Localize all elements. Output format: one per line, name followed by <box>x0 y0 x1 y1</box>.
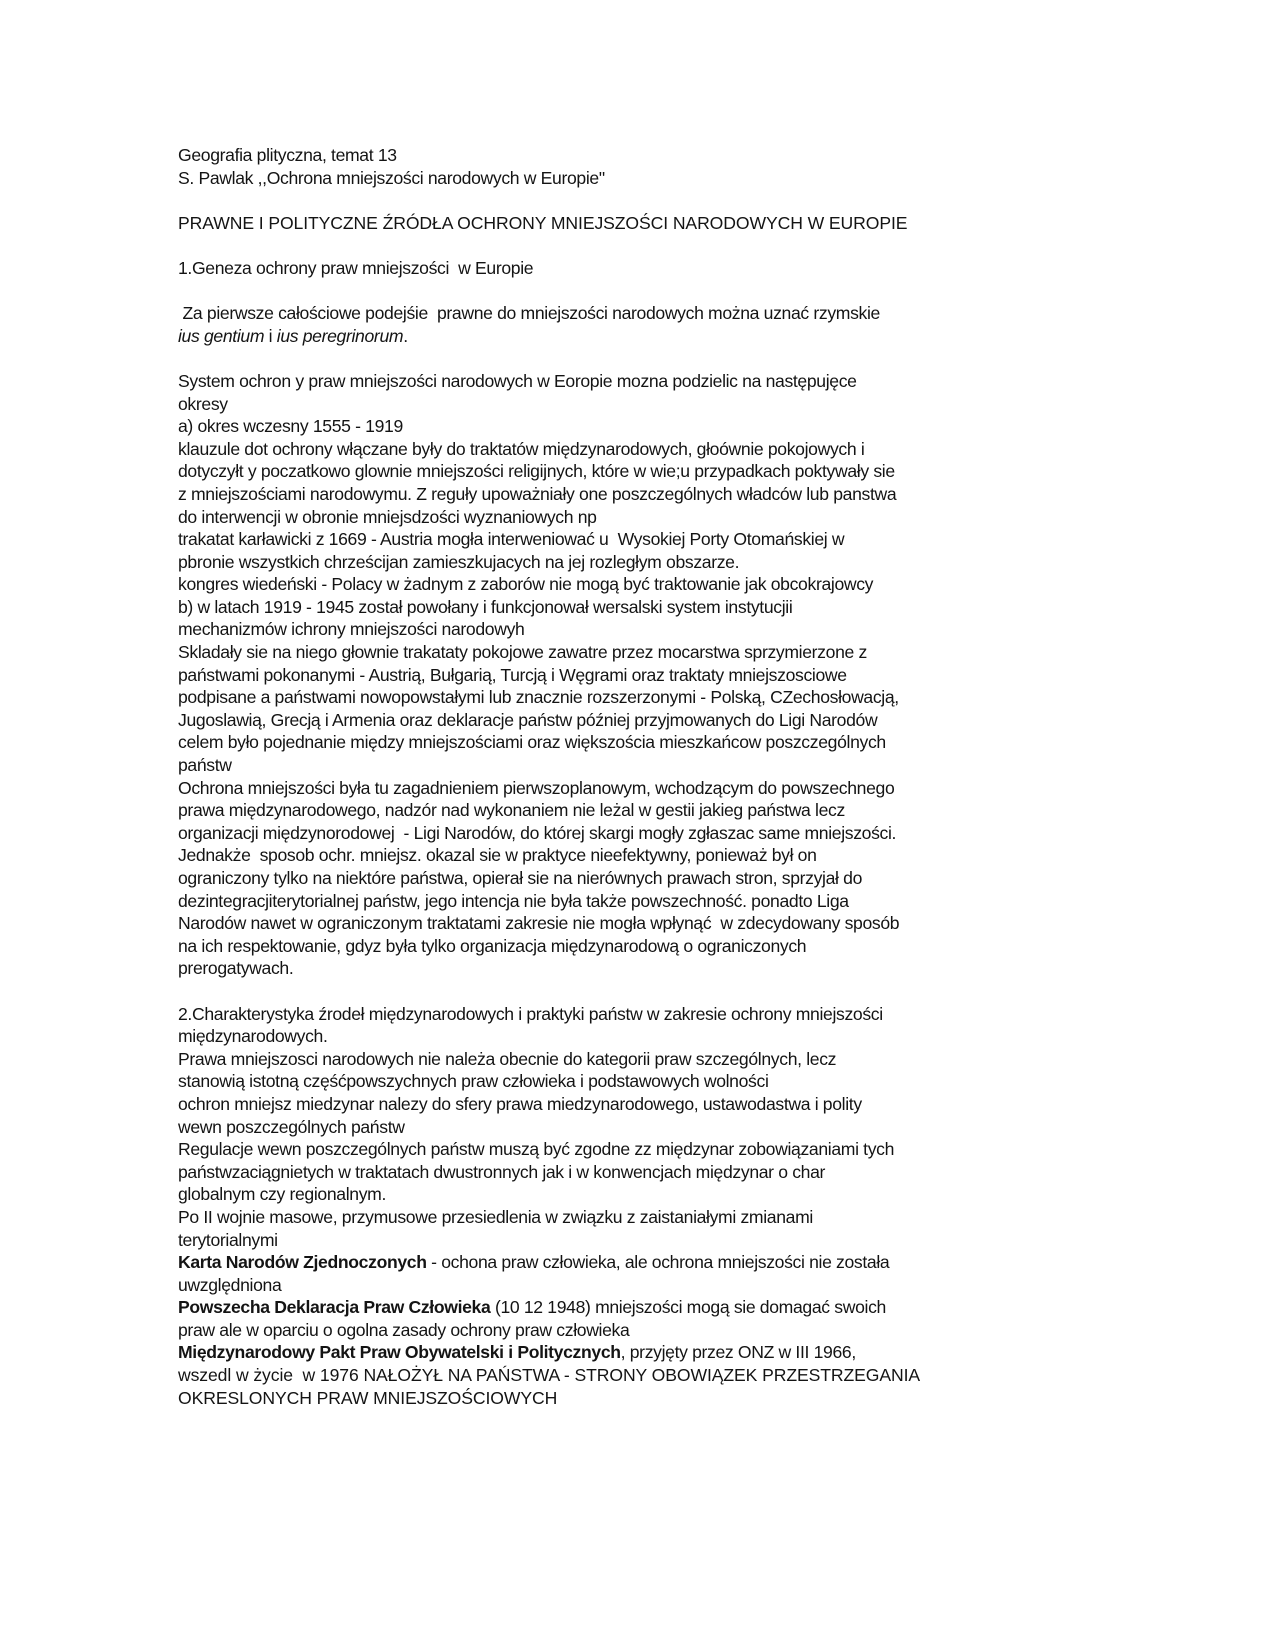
course-title: Geografia plityczna, temat 13 <box>178 145 397 165</box>
paragraph-line: mechanizmów ichrony mniejszości narodowyh <box>178 619 525 640</box>
paragraph-line: podpisane a państwami nowopowstałymi lub znacznie rozszerzonymi - Polską, CZechosłowacją, <box>178 687 899 708</box>
un-charter-text: - ochona praw człowieka, ale ochrona mniejszości nie została <box>426 1252 890 1273</box>
iccpr-title: Międzynarodowy Pakt Praw Obywatelski i Politycznych <box>178 1342 621 1363</box>
paragraph-line: celem było pojednanie między mniejszościami oraz większościa mieszkańcow poszczególnych <box>178 732 886 753</box>
paragraph-line: pbronie wszystkich chrześcijan zamieszkujacych na jej rozległym obszarze. <box>178 551 740 572</box>
paragraph-line: z mniejszościami narodowymu. Z reguły upoważniały one poszczególnych władców lub panstwa <box>178 483 897 504</box>
udhr-entry-cont: praw ale w oparciu o ogolna zasady ochrony praw człowieka <box>178 1319 630 1340</box>
paragraph-line: Skladały sie na niego głownie trakataty pokojowe zawatre przez mocarstwa sprzymierzone z <box>178 642 867 663</box>
iccpr-text: , przyjęty przez ONZ w III 1966, <box>620 1342 856 1363</box>
section-2-heading-cont: międzynarodowych. <box>178 1026 328 1047</box>
paragraph-line: stanowią istotną częśćpowszychnych praw człowieka i podstawowych wolności <box>178 1071 769 1092</box>
document-page <box>178 144 1038 1409</box>
iccpr-entry <box>178 1341 1038 1364</box>
latin-term-ius-gentium: ius gentium <box>178 325 265 346</box>
un-charter-entry-cont: uwzględniona <box>178 1274 282 1295</box>
paragraph-line: Jednakże sposob ochr. mniejsz. okazal sie w praktyce nieefektywny, ponieważ był on <box>178 845 817 866</box>
udhr-title: Powszecha Deklaracja Praw Człowieka <box>178 1297 491 1318</box>
paragraph-line: państwzaciągnietych w traktatach dwustronnych jak i w konwencjach międzynar o char <box>178 1161 826 1182</box>
paragraph-line: terytorialnymi <box>178 1229 278 1250</box>
udhr-text: (10 12 1948) mniejszości mogą sie domagać swoich <box>490 1297 886 1318</box>
source-reference: S. Pawlak ,,Ochrona mniejszości narodowych w Europie" <box>178 167 605 188</box>
paragraph-line: na ich respektowanie, gdyz była tylko organizacja międzynarodową o ograniczonych <box>178 935 807 956</box>
paragraph-line: Ochrona mniejszości była tu zagadnieniem pierwszoplanowym, wchodzącym do powszechnego <box>178 777 895 798</box>
intro-period: . <box>403 325 408 346</box>
paragraph-line: kongres wiedeński - Polacy w żadnym z zaborów nie mogą być traktowanie jak obcokrajowcy <box>178 574 874 595</box>
paragraph-line: Po II wojnie masowe, przymusowe przesiedlenia w związku z zaistaniałymi zmianami <box>178 1206 813 1227</box>
paragraph-line: organizacji międzynorodowej - Ligi Narodów, do której skargi mogły zgłaszac same mniejszości. <box>178 822 897 843</box>
paragraph-line: prawa międzynarodowego, nadzór nad wykonaniem nie leżal w gestii jakieg państwa lecz <box>178 800 845 821</box>
section-1-intro: Za pierwsze całościowe podejśie prawne do mniejszości narodowych można uznać rzymskie <box>178 303 880 324</box>
document-title: PRAWNE I POLITYCZNE ŹRÓDŁA OCHRONY MNIEJSZOŚCI NARODOWYCH W EUROPIE <box>178 212 908 233</box>
section-1-heading: 1.Geneza ochrony praw mniejszości w Europie <box>178 257 534 278</box>
iccpr-entry-cont: wszedl w życie w 1976 NAŁOŻYŁ NA PAŃSTWA - STRONY OBOWIĄZEK PRZESTRZEGANIA <box>178 1365 921 1386</box>
section-2-heading: 2.Charakterystyka źrodeł międzynarodowych i praktyki państw w zakresie ochrony mniejszości <box>178 1003 883 1024</box>
paragraph-line: ochron mniejsz miedzynar nalezy do sfery prawa miedzynarodowego, ustawodastwa i polity <box>178 1093 862 1114</box>
period-a-heading: a) okres wczesny 1555 - 1919 <box>178 416 403 437</box>
paragraph-line: państw <box>178 755 232 776</box>
paragraph-line: trakatat karławicki z 1669 - Austria mogła interweniować u Wysokiej Porty Otomańskiej w <box>178 529 845 550</box>
un-charter-entry <box>178 1251 1038 1274</box>
udhr-entry <box>178 1296 1038 1319</box>
paragraph-line: dotyczyłt y poczatkowo glownie mniejszości religijnych, które w wie;u przypadkach poktywały sie <box>178 461 895 482</box>
iccpr-entry-cont-2: OKRESLONYCH PRAW MNIEJSZOŚCIOWYCH <box>178 1387 558 1408</box>
un-charter-title: Karta Narodów Zjednoczonych <box>178 1252 427 1273</box>
latin-separator: i <box>264 325 277 346</box>
paragraph-line: Prawa mniejszosci narodowych nie należa obecnie do kategorii praw szczególnych, lecz <box>178 1048 837 1069</box>
paragraph-line: do interwencji w obronie mniejsdzości wyznaniowych np <box>178 506 597 527</box>
paragraph-line: System ochron y praw mniejszości narodowych w Eoropie mozna podzielic na następujęce <box>178 370 857 391</box>
period-b-heading: b) w latach 1919 - 1945 został powołany i funkcjonował wersalski system instytucjii <box>178 596 793 617</box>
paragraph-line: Regulacje wewn poszczególnych państw muszą być zgodne zz międzynar zobowiązaniami tych <box>178 1139 895 1160</box>
paragraph-line: okresy <box>178 393 228 414</box>
paragraph-line: państwami pokonanymi - Austrią, Bułgarią, Turcją i Węgrami oraz traktaty mniejszosciowe <box>178 664 847 685</box>
paragraph-line: wewn poszczególnych państw <box>178 1116 405 1137</box>
paragraph-line: Jugoslawią, Grecją i Armenia oraz deklaracje państw później przyjmowanych do Ligi Narodów <box>178 709 878 730</box>
section-1-intro-latin <box>178 325 1038 348</box>
paragraph-line: Narodów nawet w ograniczonym traktatami zakresie nie mogła wpłynąć w zdecydowany sposób <box>178 913 900 934</box>
paragraph-line: prerogatywach. <box>178 958 294 979</box>
paragraph-line: ograniczony tylko na niektóre państwa, opierał sie na nierównych prawach stron, sprzyjał do <box>178 868 863 888</box>
paragraph-line: dezintegracjiterytorialnej państw, jego intencja nie była także powszechność. ponadto Liga <box>178 890 849 911</box>
latin-term-ius-peregrinorum: ius peregrinorum <box>276 325 404 346</box>
paragraph-line: globalnym czy regionalnym. <box>178 1184 386 1205</box>
paragraph-line: klauzule dot ochrony włączane były do traktatów międzynarodowych, głoównie pokojowych i <box>178 438 865 459</box>
